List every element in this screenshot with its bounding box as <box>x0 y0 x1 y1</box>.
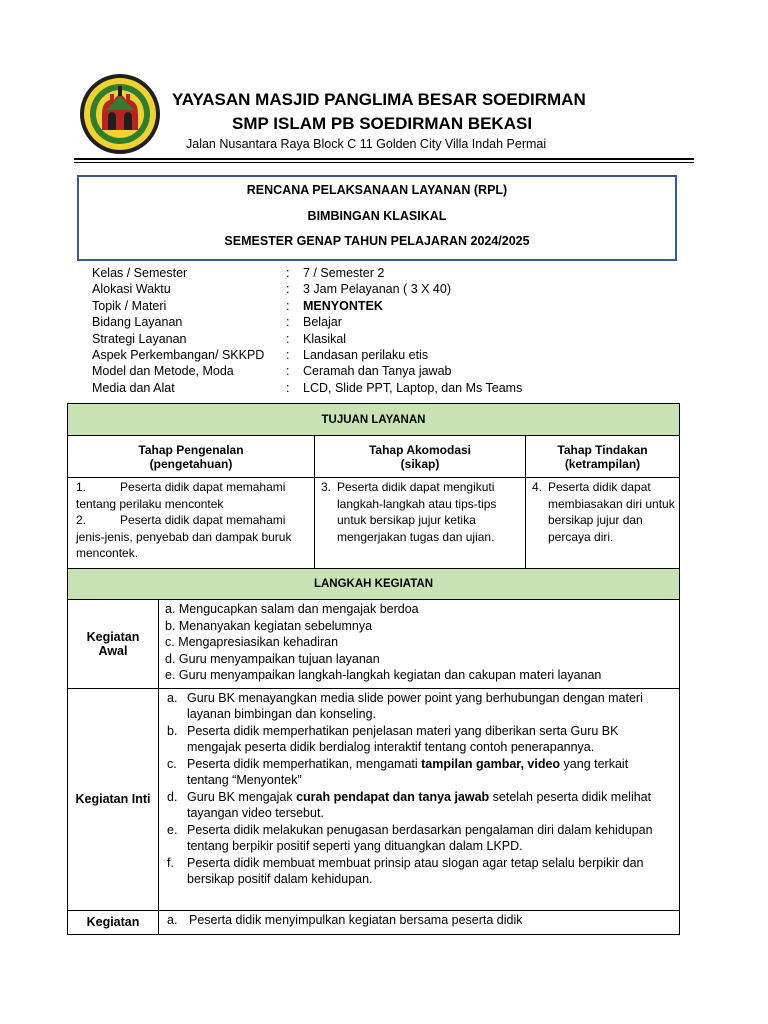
tahap-akomodasi-subtitle: (sikap) <box>400 456 440 471</box>
title-line-1: RENCANA PELAKSANAAN LAYANAN (RPL) <box>246 183 508 197</box>
info-colon: : <box>286 380 290 395</box>
kegiatan-inti-text-post: setelah peserta didik melihat tayangan video tersebut. <box>187 789 652 820</box>
tujuan-tindakan-cell <box>526 478 680 569</box>
info-value: LCD, Slide PPT, Laptop, dan Ms Teams <box>303 380 523 395</box>
header-divider <box>74 158 694 160</box>
info-key: Media dan Alat <box>92 380 175 395</box>
tahap-pengenalan-title: Tahap Pengenalan <box>138 442 244 457</box>
info-value: Landasan perilaku etis <box>303 348 429 362</box>
tahap-tindakan-subtitle: (ketrampilan) <box>564 456 641 471</box>
tahap-tindakan-title: Tahap Tindakan <box>557 442 648 457</box>
info-key: Alokasi Waktu <box>92 282 171 297</box>
tahap-pengenalan-subtitle: (pengetahuan) <box>149 456 233 471</box>
kegiatan-inti-label: Kegiatan Inti <box>68 688 159 910</box>
tujuan-item-number: 3. <box>321 480 332 494</box>
school-logo <box>78 72 162 156</box>
tahap-akomodasi-header <box>315 436 526 478</box>
tujuan-item-text: Peserta didik dapat mengikuti langkah-langkah atau tips-tips untuk bersikap jujur ketika mengerjakan tugas dan ujian. <box>337 480 497 544</box>
title-line-2: BIMBINGAN KLASIKAL <box>307 209 447 223</box>
kegiatan-awal-item: a. Mengucapkan salam dan mengajak berdoa <box>165 602 419 616</box>
kegiatan-inti-marker: e. <box>167 822 178 837</box>
kegiatan-awal-item: d. Guru menyampaikan tujuan layanan <box>165 651 380 666</box>
kegiatan-awal-label-2: Awal <box>98 643 128 658</box>
kegiatan-inti-item <box>159 756 673 789</box>
kegiatan-inti-marker: f. <box>167 855 174 870</box>
kegiatan-inti-item <box>159 690 673 723</box>
kegiatan-inti-text-pre: Peserta didik memperhatikan, mengamati <box>187 756 422 771</box>
info-key: Topik / Materi <box>92 298 167 313</box>
tujuan-item <box>315 479 525 545</box>
kegiatan-inti-text-bold: tampilan gambar, video <box>421 756 561 771</box>
header-divider-thin <box>74 162 694 163</box>
kegiatan-awal-list <box>159 600 680 688</box>
kegiatan-inti-text-pre: Peserta didik membuat membuat prinsip atau slogan agar tetap selalu berpikir dan bersikap positif dalam kehidupan. <box>187 855 644 886</box>
tujuan-akomodasi-cell <box>315 478 526 569</box>
kegiatan-inti-text-pre: Guru BK menayangkan media slide power point yang berhubungan dengan materi layanan bimbingan dan konseling. <box>187 690 643 721</box>
info-colon: : <box>286 348 290 362</box>
langkah-heading: LANGKAH KEGIATAN <box>68 569 680 600</box>
kegiatan-inti-marker: b. <box>167 723 178 738</box>
title-line-3: SEMESTER GENAP TAHUN PELAJARAN 2024/2025 <box>224 234 530 248</box>
kegiatan-awal-label-1: Kegiatan <box>86 629 140 644</box>
langkah-container <box>68 600 680 935</box>
kegiatan-inti-text-pre: Peserta didik melakukan penugasan berdasarkan pengalaman diri dalam kehidupan tentang berpikir positif seperti yang dituangkan dalam LKPD. <box>187 822 653 853</box>
info-colon: : <box>286 282 290 297</box>
info-key: Strategi Layanan <box>92 331 187 346</box>
tahap-tindakan-header <box>526 436 680 478</box>
info-colon: : <box>286 331 290 346</box>
kegiatan-inti-item <box>159 822 673 855</box>
school-address: Jalan Nusantara Raya Block C 11 Golden City Villa Indah Permai <box>186 137 547 151</box>
info-colon: : <box>286 298 290 313</box>
tujuan-item-text: Peserta didik dapat membiasakan diri untuk bersikap jujur dan percaya diri. <box>548 480 675 544</box>
kegiatan-penutup-list <box>159 910 680 934</box>
kegiatan-inti-item <box>159 855 673 888</box>
kegiatan-inti-text-bold: curah pendapat dan tanya jawab <box>296 789 490 804</box>
kegiatan-inti-text-pre: Guru BK mengajak <box>187 789 297 804</box>
info-value: 3 Jam Pelayanan ( 3 X 40) <box>303 282 451 297</box>
kegiatan-inti-list <box>159 688 680 910</box>
tujuan-heading: TUJUAN LAYANAN <box>68 404 680 436</box>
tujuan-item <box>68 479 314 512</box>
info-value: 7 / Semester 2 <box>303 266 385 280</box>
kegiatan-penutup-marker: a. <box>167 912 178 927</box>
info-colon: : <box>286 364 290 379</box>
kegiatan-inti-item <box>159 723 673 756</box>
tujuan-item-text: Peserta didik dapat memahami tentang perilaku mencontek <box>76 480 286 511</box>
tujuan-item-number: 1. <box>76 480 87 494</box>
kegiatan-inti-marker: a. <box>167 690 178 705</box>
langkah-table <box>68 600 679 934</box>
info-key: Kelas / Semester <box>92 266 188 280</box>
info-value: Ceramah dan Tanya jawab <box>303 364 452 379</box>
tahap-akomodasi-title: Tahap Akomodasi <box>368 442 472 457</box>
tujuan-item <box>526 479 679 545</box>
kegiatan-inti-text-post: yang terkait tentang “Menyontek” <box>187 756 629 787</box>
info-key: Aspek Perkembangan/ SKKPD <box>92 348 265 362</box>
kegiatan-penutup-item <box>159 912 679 929</box>
info-colon: : <box>286 315 290 330</box>
tujuan-pengenalan-cell <box>68 478 315 569</box>
kegiatan-awal-label <box>68 600 159 688</box>
info-key: Model dan Metode, Moda <box>92 364 234 379</box>
kegiatan-inti-marker: c. <box>167 756 177 771</box>
info-value: Belajar <box>303 315 342 330</box>
kegiatan-penutup-text: Peserta didik menyimpulkan kegiatan bersama peserta didik <box>189 912 523 927</box>
info-key: Bidang Layanan <box>92 315 183 330</box>
kegiatan-inti-text-pre: Peserta didik memperhatikan penjelasan materi yang diberikan serta Guru BK mengajak peserta didik berdialog interaktif tentang contoh penerapannya. <box>187 723 619 754</box>
document-title-box <box>77 175 677 261</box>
kegiatan-inti-item <box>159 789 673 822</box>
kegiatan-awal-item: e. Guru menyampaikan langkah-langkah kegiatan dan cakupan materi layanan <box>165 668 602 682</box>
rpl-table <box>67 403 680 935</box>
kegiatan-inti-marker: d. <box>167 789 178 804</box>
info-value: MENYONTEK <box>303 298 383 313</box>
tujuan-item-number: 2. <box>76 513 87 527</box>
tujuan-item-text: Peserta didik dapat memahami jenis-jenis, penyebab dan dampak buruk mencontek. <box>76 513 292 560</box>
info-colon: : <box>286 266 290 280</box>
tujuan-item-number: 4. <box>532 480 543 494</box>
foundation-name: YAYASAN MASJID PANGLIMA BESAR SOEDIRMAN <box>172 90 586 109</box>
school-name: SMP ISLAM PB SOEDIRMAN BEKASI <box>232 114 533 133</box>
tujuan-item <box>68 512 314 562</box>
kegiatan-penutup-label: Kegiatan <box>68 910 159 934</box>
info-value: Klasikal <box>303 331 347 346</box>
kegiatan-awal-item: b. Menanyakan kegiatan sebelumnya <box>165 618 373 633</box>
tahap-pengenalan-header <box>68 436 315 478</box>
kegiatan-awal-item: c. Mengapresiasikan kehadiran <box>165 635 339 649</box>
